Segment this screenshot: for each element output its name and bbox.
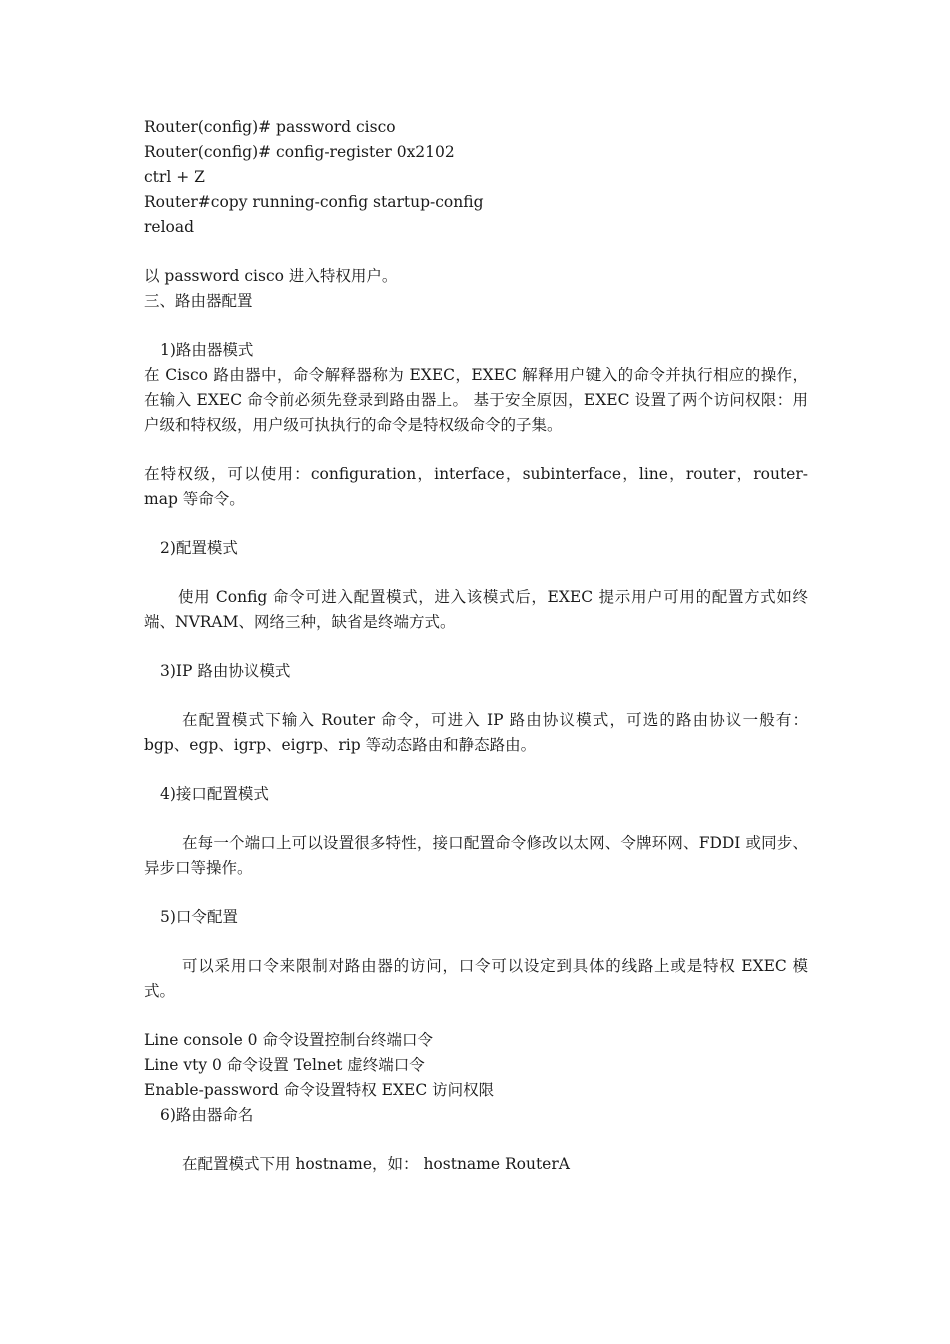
command-line: Router(config)# config-register 0x2102 — [144, 143, 455, 161]
section-title: 三、路由器配置 — [144, 292, 253, 310]
spacer — [144, 561, 808, 585]
password-command-line: Enable-password 命令设置特权 EXEC 访问权限 — [144, 1081, 495, 1099]
spacer — [144, 930, 808, 954]
paragraph-config-mode: 使用 Config 命令可进入配置模式，进入该模式后，EXEC 提示用户可用的配置方式如终端、NVRAM、网络三种，缺省是终端方式。 — [144, 588, 808, 631]
spacer — [144, 635, 808, 659]
password-command-line: Line vty 0 命令设置 Telnet 虚终端口令 — [144, 1056, 425, 1074]
paragraph-router-mode: 在 Cisco 路由器中，命令解释器称为 EXEC，EXEC 解释用户键入的命令并执行相应的操作，在输入 EXEC 命令前必须先登录到路由器上。 基于安全原因，EXEC 设置了两个访问权限：用户级和特权级，用户级可执执行的命令是特权级命令的子集。 — [144, 366, 808, 434]
spacer — [144, 240, 808, 264]
command-line: Router#copy running-config startup-config — [144, 193, 484, 211]
command-line: Router(config)# password cisco — [144, 118, 396, 136]
paragraph-router-naming: 在配置模式下用 hostname，如： hostname RouterA — [182, 1155, 570, 1173]
paragraph-interface-mode: 在每一个端口上可以设置很多特性，接口配置命令修改以太网、令牌环网、FDDI 或同步、异步口等操作。 — [144, 834, 808, 877]
spacer — [144, 758, 808, 782]
heading-ip-routing-mode: 3)IP 路由协议模式 — [160, 662, 291, 680]
spacer — [144, 881, 808, 905]
spacer — [144, 438, 808, 462]
spacer — [144, 807, 808, 831]
paragraph-privileged-commands: 在特权级，可以使用：configuration，interface，subinterface，line，router，router-map 等命令。 — [144, 465, 808, 508]
spacer — [144, 1128, 808, 1152]
paragraph-password-config: 可以采用口令来限制对路由器的访问，口令可以设定到具体的线路上或是特权 EXEC 模式。 — [144, 957, 808, 1000]
heading-config-mode: 2)配置模式 — [160, 539, 238, 557]
spacer — [144, 314, 808, 338]
spacer — [144, 512, 808, 536]
intro-text: 以 password cisco 进入特权用户。 — [144, 267, 398, 285]
heading-password-config: 5)口令配置 — [160, 908, 238, 926]
spacer — [144, 1004, 808, 1028]
paragraph-ip-routing-mode: 在配置模式下输入 Router 命令，可进入 IP 路由协议模式，可选的路由协议一般有：bgp、egp、igrp、eigrp、rip 等动态路由和静态路由。 — [144, 711, 808, 754]
document-page — [144, 115, 808, 1177]
heading-router-mode: 1)路由器模式 — [160, 341, 254, 359]
heading-router-naming: 6)路由器命名 — [160, 1106, 254, 1124]
command-line: ctrl + Z — [144, 168, 205, 186]
heading-interface-mode: 4)接口配置模式 — [160, 785, 269, 803]
command-line: reload — [144, 218, 195, 236]
spacer — [144, 684, 808, 708]
password-command-line: Line console 0 命令设置控制台终端口令 — [144, 1031, 433, 1049]
